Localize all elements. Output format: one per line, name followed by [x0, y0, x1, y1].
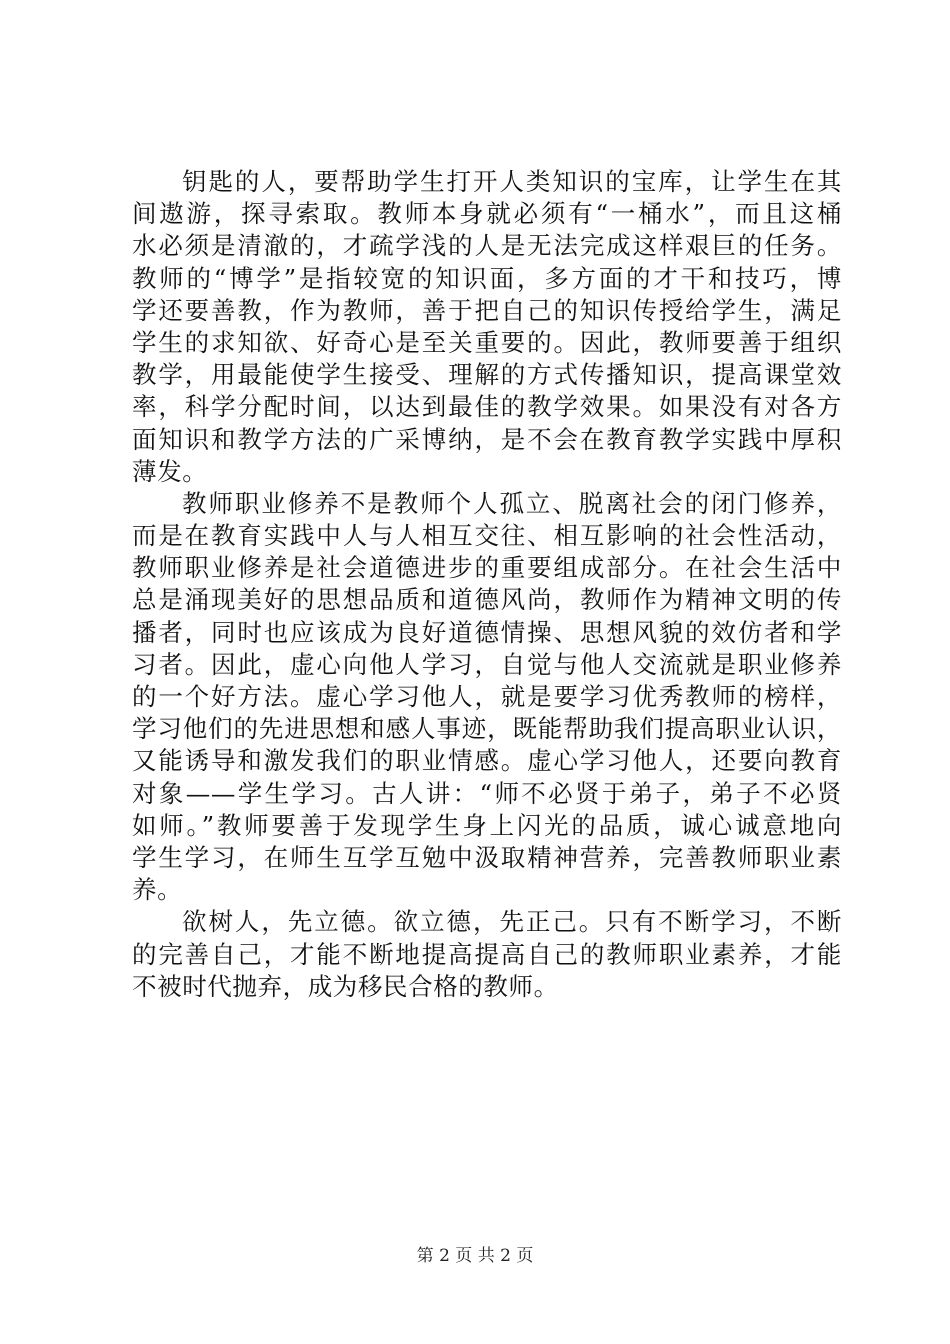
paragraph — [132, 166, 842, 488]
text-line: 钥匙的人，要帮助学生打开人类知识的宝库，让学生在其 — [182, 167, 842, 196]
text-line: 总是涌现美好的思想品质和道德风尚，教师作为精神文明的传 — [132, 585, 842, 615]
text-line: 学还要善教，作为教师，善于把自己的知识传授给学生，满足 — [132, 295, 842, 325]
text-line: 又能诱导和激发我们的职业情感。虚心学习他人，还要向教育 — [132, 746, 842, 776]
text-line: 教师的“博学”是指较宽的知识面，多方面的才干和技巧，博 — [132, 263, 842, 293]
text-line: 教师职业修养不是教师个人孤立、脱离社会的闭门修养， — [182, 488, 842, 518]
text-line: 如师。”教师要善于发现学生身上闪光的品质，诚心诚意地向 — [132, 810, 842, 840]
text-line: 不被时代抛弃，成为移民合格的教师。 — [132, 971, 559, 1001]
text-line: 的完善自己，才能不断地提高提高自己的教师职业素养，才能 — [132, 939, 842, 969]
text-line: 养。 — [132, 875, 183, 905]
text-line: 水必须是清澈的，才疏学浅的人是无法完成这样艰巨的任务。 — [132, 231, 842, 261]
text-line: 学生学习，在师生互学互勉中汲取精神营养，完善教师职业素 — [132, 842, 842, 872]
text-line: 播者，同时也应该成为良好道德情操、思想风貌的效仿者和学 — [132, 617, 842, 647]
text-line: 的一个好方法。虚心学习他人，就是要学习优秀教师的榜样， — [132, 682, 842, 711]
text-line: 习者。因此，虚心向他人学习，自觉与他人交流就是职业修养 — [132, 649, 842, 679]
text-line: 对象——学生学习。古人讲：“师不必贤于弟子，弟子不必贤 — [132, 778, 842, 808]
paragraph — [132, 488, 842, 906]
text-line: 学习他们的先进思想和感人事迹，既能帮助我们提高职业认识， — [132, 714, 842, 744]
text-line: 欲树人，先立德。欲立德，先正己。只有不断学习，不断 — [182, 907, 842, 937]
text-line: 学生的求知欲、好奇心是至关重要的。因此，教师要善于组织 — [132, 327, 842, 357]
text-line: 面知识和教学方法的广采博纳，是不会在教育教学实践中厚积 — [132, 424, 842, 454]
text-line: 间遨游，探寻索取。教师本身就必须有“一桶水”，而且这桶 — [132, 199, 842, 229]
body-text — [132, 166, 842, 1003]
text-line: 薄发。 — [132, 456, 208, 486]
text-line: 教学，用最能使学生接受、理解的方式传播知识，提高课堂效 — [132, 360, 842, 390]
paragraph — [132, 906, 842, 1003]
text-line: 教师职业修养是社会道德进步的重要组成部分。在社会生活中 — [132, 553, 842, 583]
page-footer: 第 2 页 共 2 页 — [416, 1246, 534, 1266]
text-line: 而是在教育实践中人与人相互交往、相互影响的社会性活动， — [132, 521, 842, 551]
text-line: 率，科学分配时间，以达到最佳的教学效果。如果没有对各方 — [132, 392, 842, 422]
